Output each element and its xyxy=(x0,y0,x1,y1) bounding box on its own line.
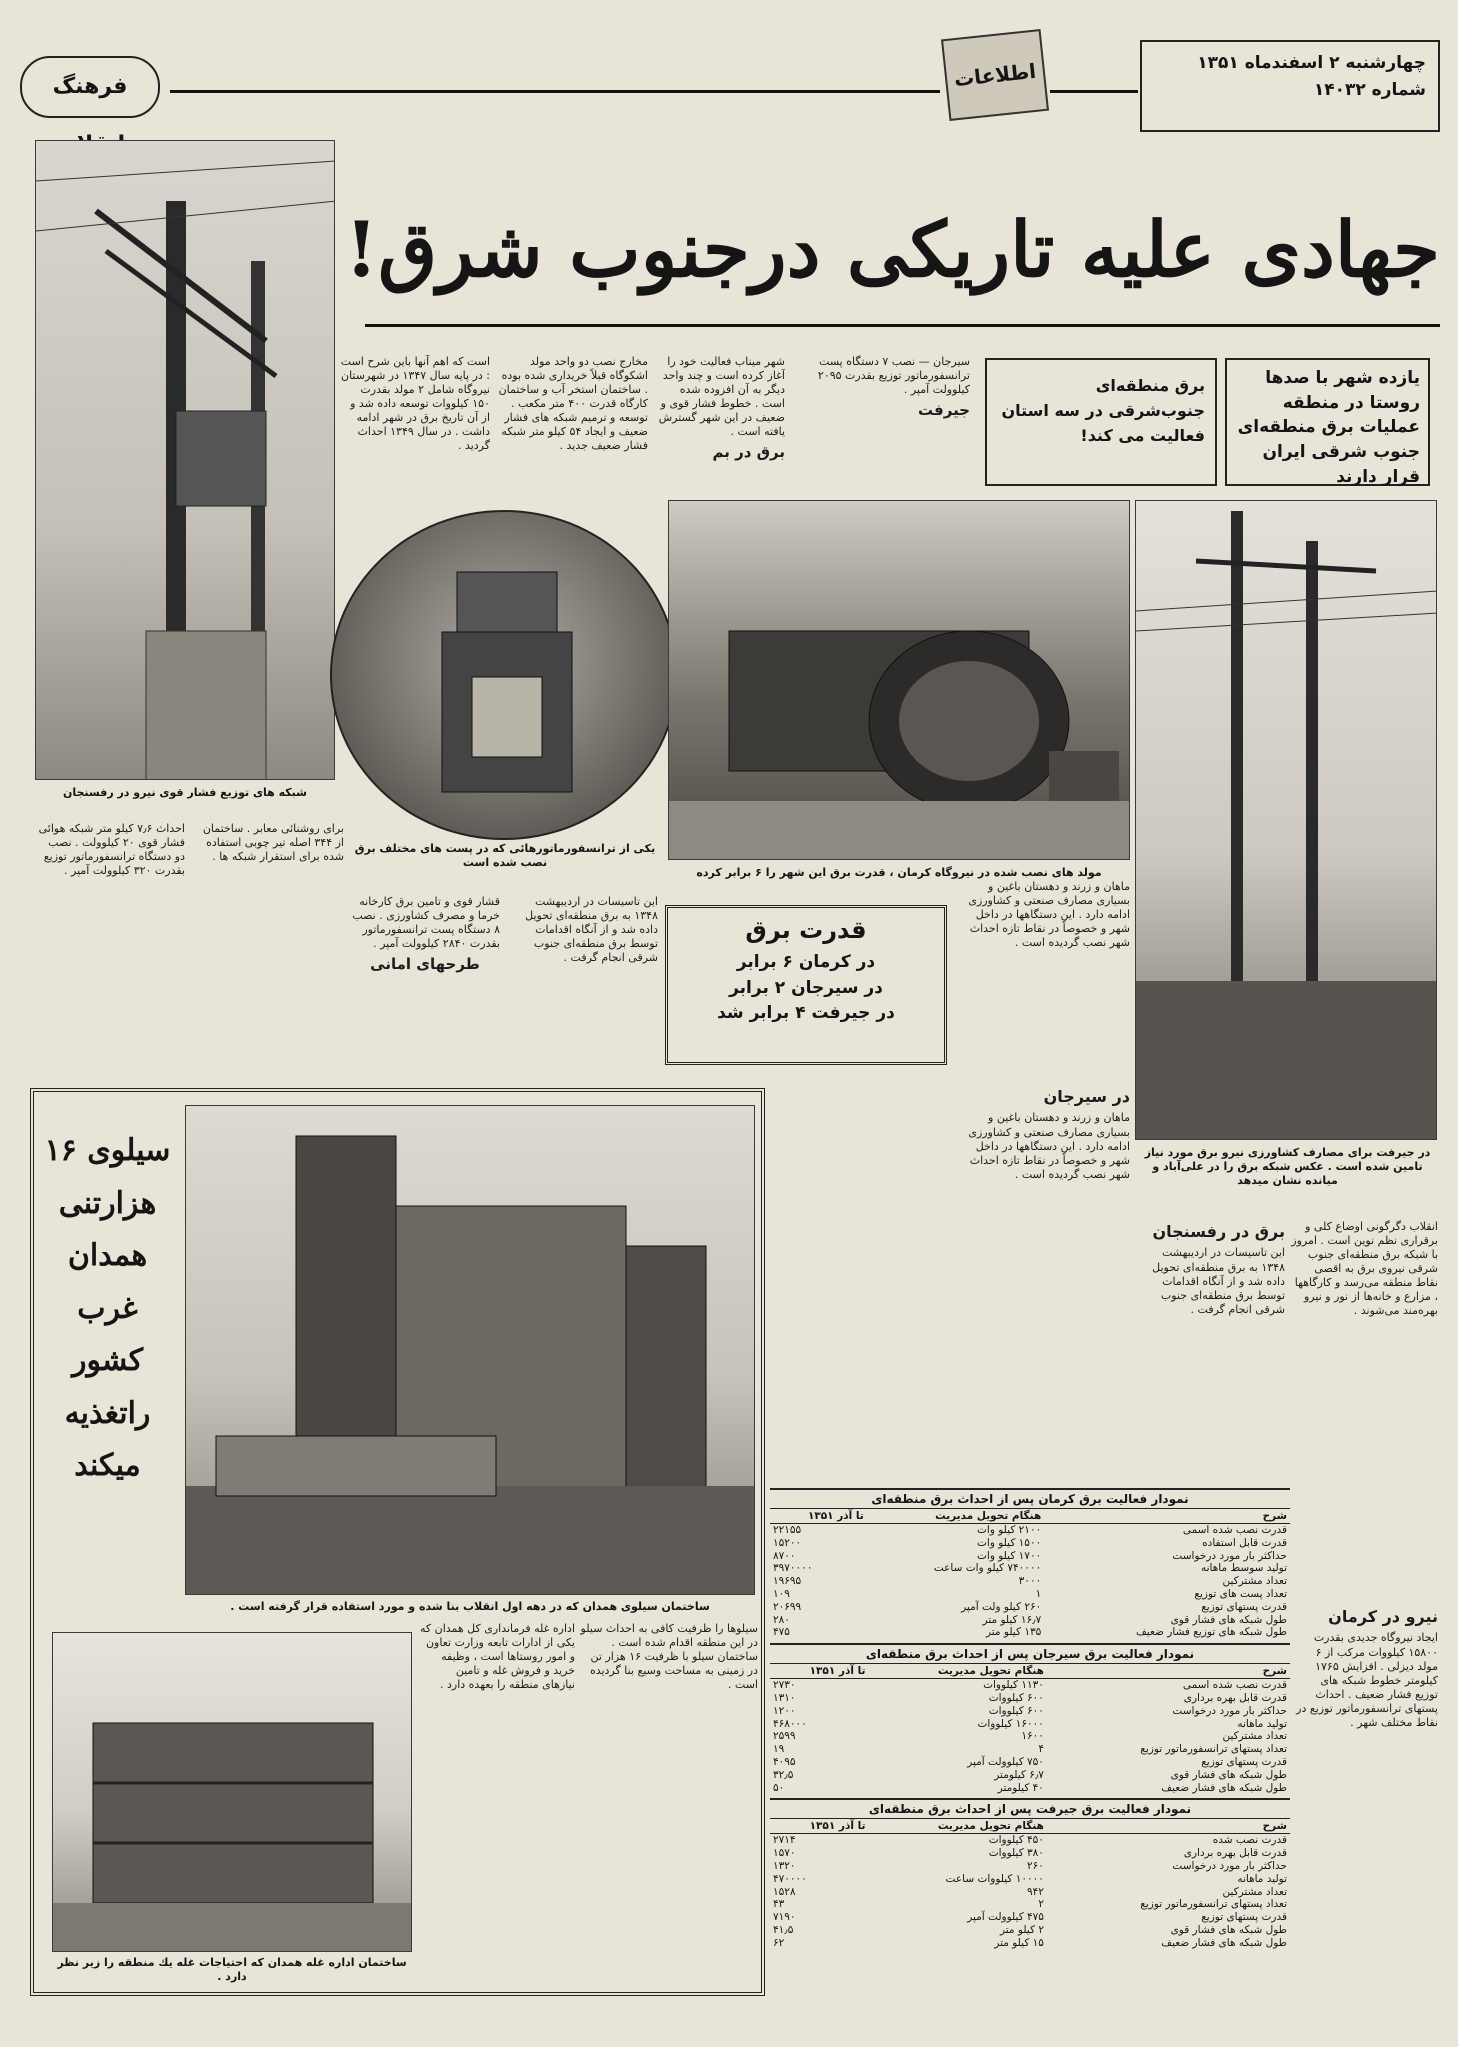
table-header-cell: تا آذر ۱۳۵۱ xyxy=(770,1819,868,1834)
table-cell: ۱۰۰۰۰ کیلووات ساعت xyxy=(945,1872,1044,1885)
table-row xyxy=(770,1575,1290,1588)
table-cell: ۴ xyxy=(1038,1743,1044,1756)
table-cell: ۴۰۹۵ xyxy=(773,1755,796,1768)
table-cell: ۲۶۰ کیلو ولت آمپر xyxy=(961,1600,1042,1613)
table-cell: طول شبکه های توزیع فشار ضعیف xyxy=(1135,1626,1287,1639)
quote-line-1: در کرمان ۶ برابر xyxy=(736,952,876,972)
issue-number: شماره ۱۴۰۳۲ xyxy=(1313,80,1426,101)
table-cell: ۱۶٫۷ کیلو متر xyxy=(982,1613,1042,1626)
column-mid-2: این تاسیسات در اردیبهشت ۱۳۴۸ به برق منطقه‌ای تحویل داده شد و از آنگاه اقدامات توسط برق منطقه‌ای جنوب شرقی انجام گرفت . xyxy=(525,895,658,965)
silo-title xyxy=(40,1125,175,1505)
table-cell: تعداد پست های توزیع xyxy=(1194,1587,1287,1600)
column-mid-1: ماهان و زرند و دهستان باغین و بسیاری مصارف صنعتی و کشاورزی ادامه دارد . این دستگاهها در داخل شهر و خصوصاً در نقاط تازه احداث شهر نصب گردیده است . xyxy=(968,880,1130,950)
column-top-2-text: سیرجان — نصب ۷ دستگاه پست ترانسفورماتور توزیع بقدرت ۲۰۹۵ کیلوولت آمپر . xyxy=(817,355,970,397)
table-cell: ۶۲ xyxy=(773,1936,785,1949)
section-label-text: فرهنگ xyxy=(52,74,128,99)
column-rafsanjan-text: این تاسیسات در اردیبهشت ۱۳۴۸ به برق منطقه‌ای تحویل داده شد و از آنگاه اقدامات توسط برق منطقه‌ای جنوب شرقی انجام گرفت . xyxy=(1152,1246,1285,1316)
column-mid-3-text: قشار قوی و تامین برق کارخانه خرما و مصرف کشاورزی . نصب ۸ دستگاه پست ترانسفورماتور بقدرت ۲۸۴۰ کیلوولت آمپر . xyxy=(352,895,500,951)
table-cell: ۷۱۹۰ xyxy=(773,1911,796,1924)
table-header-cell: هنگام تحویل مدیریت xyxy=(867,1509,1044,1524)
table-row xyxy=(770,1782,1290,1795)
table-cell: ۲۰۶۹۹ xyxy=(773,1600,802,1613)
table-cell: تعداد مشترکین xyxy=(1222,1575,1287,1588)
table-cell: تولید ماهانه xyxy=(1237,1872,1287,1885)
column-sirjan-text: ماهان و زرند و دهستان باغین و بسیاری مصارف صنعتی و کشاورزی ادامه دارد . این دستگاهها در داخل شهر و خصوصاً در نقاط تازه احداث شهر نصب گردیده است . xyxy=(968,1111,1130,1181)
table-cell: ۷۵۰ کیلوولت آمپر xyxy=(967,1755,1044,1768)
power-quote-box xyxy=(665,905,947,1065)
pole-photo-left xyxy=(35,140,335,780)
transformer-photo xyxy=(330,510,678,840)
column-rafsanjan xyxy=(1135,1220,1285,1520)
table-cell: ۸۷۰۰ xyxy=(773,1549,796,1562)
table-cell: قدرت قابل بهره برداری xyxy=(1183,1691,1287,1704)
subhead-kerman: نیرو در کرمان xyxy=(1328,1607,1438,1626)
table-cell: ۶۰۰ کیلووات xyxy=(988,1704,1044,1717)
table-cell: ۴۰ کیلومتر xyxy=(997,1781,1044,1794)
column-top-4: است که اهم آنها باین شرح است : در پایه سال ۱۳۴۷ در شهرستان نیروگاه شامل ۲ مولد بقدرت ۱۵۰ کیلووات توسعه داده شد و از آن تاریخ برق در شهر ادامه داشت . در سال ۱۳۴۹ احداث گردید . xyxy=(340,355,490,453)
office-caption: ساختمان اداره غله همدان که احتیاجات غله یك منطقه را زیر نظر دارد . xyxy=(57,1956,407,1983)
table-cell: ۱۵۲۰۰ xyxy=(773,1536,802,1549)
column-kerman xyxy=(1295,1605,1438,2045)
table-cell: ۱ xyxy=(1035,1587,1042,1600)
table-cell: قدرت پستهای توزیع xyxy=(1201,1911,1287,1924)
column-mid-3 xyxy=(350,895,500,1080)
subhead-rafsanjan: برق در رفسنجان xyxy=(1152,1222,1285,1241)
table-cell: ۱۵ کیلو متر xyxy=(994,1936,1044,1949)
table-row xyxy=(770,1860,1290,1873)
subhead-jiroft: جیرفت xyxy=(918,401,970,420)
table-cell: ۴۵۰ کیلووات xyxy=(988,1834,1044,1847)
section-label xyxy=(20,56,160,118)
column-mid-4: برای روشنائی معابر . ساختمان از ۳۴۴ اصله تیر چوبی استفاده شده برای استقرار شبکه ها . xyxy=(202,822,344,864)
table-cell: طول شبکه های فشار ضعیف xyxy=(1161,1781,1287,1794)
table-header-cell: تا آذر ۱۳۵۱ xyxy=(770,1509,867,1524)
table-row xyxy=(770,1601,1290,1614)
table-cell: تعداد مشترکین xyxy=(1222,1885,1287,1898)
table-row xyxy=(770,1886,1290,1899)
column-top-2 xyxy=(790,355,970,515)
table-row xyxy=(770,1834,1290,1847)
quote-line-3: در جیرفت ۴ برابر شد xyxy=(717,1003,895,1023)
subhead-bam: برق در بم xyxy=(712,443,785,462)
table-cell: ۳۹۷۰۰۰۰ xyxy=(773,1562,813,1575)
pole-left-caption: شبکه های توزیع فشار قوی نیرو در رفسنجان xyxy=(62,786,307,799)
table-row xyxy=(770,1847,1290,1860)
silo-illustration xyxy=(186,1106,755,1595)
table-cell: ۱۲۰۰ xyxy=(773,1704,796,1717)
box-provinces-text: برق منطقه‌ای جنوب‌شرقی در سه استان فعالیت می کند! xyxy=(1001,376,1205,445)
table-cell: ۴۱٫۵ xyxy=(773,1923,794,1936)
table-cell: ۷۴۰۰۰۰ کیلو وات ساعت xyxy=(933,1562,1042,1575)
stats-tables xyxy=(770,1488,1290,2043)
table-cell: ۲۸۰ xyxy=(773,1613,790,1626)
table-header-cell: شرح xyxy=(1047,1664,1290,1679)
column-mid-5: احداث ۷٫۶ کیلو متر شبکه هوائی فشار قوی ۲۰ کیلوولت . نصب دو دستگاه ترانسفورماتور توزیع بقدرت ۳۲۰ کیلوولت آمپر . xyxy=(38,822,185,878)
table-row xyxy=(770,1730,1290,1743)
table-cell: ۱۳۵ کیلو متر xyxy=(985,1626,1042,1639)
table-row xyxy=(770,1692,1290,1705)
silo-title-line-2: هزارتنی xyxy=(58,1185,157,1221)
table-header-row xyxy=(770,1664,1290,1679)
table-cell: ۶۰۰ کیلووات xyxy=(988,1691,1044,1704)
table-cell: ۱۵۰۰ کیلو وات xyxy=(977,1536,1042,1549)
table-cell: ۲۷۱۴ xyxy=(773,1834,796,1847)
column-kerman-text: ایجاد نیروگاه جدیدی بقدرت ۱۵۸۰۰ کیلووات مرکب از ۶ مولد دیزلی . افزایش ۱۷۶۵ کیلومتر خطوط شبکه های توزیع فشار ضعیف . احداث پستهای ترانسفورماتور توزیع در نقاط مختلف شهر . xyxy=(1296,1631,1438,1729)
masthead-rule-left xyxy=(170,90,940,93)
stats-table-title: نمودار فعالیت برق کرمان پس از احداث برق منطقه‌ای xyxy=(770,1488,1290,1508)
table-header-cell: تا آذر ۱۳۵۱ xyxy=(770,1664,868,1679)
table-header-cell: هنگام تحویل مدیریت xyxy=(868,1819,1046,1834)
column-sirjan xyxy=(955,1085,1130,1485)
table-cell: ۴۷۵ کیلوولت آمپر xyxy=(967,1911,1044,1924)
subhead-sirjan: در سیرجان xyxy=(1043,1087,1130,1106)
stats-table-title: نمودار فعالیت برق سیرجان پس از احداث برق منطقه‌ای xyxy=(770,1643,1290,1663)
table-row xyxy=(770,1588,1290,1601)
transformer-illustration xyxy=(332,512,678,840)
silo-title-line-1: سیلوی ۱۶ xyxy=(44,1133,171,1168)
subhead-plans: طرحهای امانی xyxy=(370,955,480,974)
logo-text: اطلاعات xyxy=(952,58,1038,92)
table-cell: ۱۹۶۹۵ xyxy=(773,1575,802,1588)
table-cell: ۱۰۹ xyxy=(773,1587,790,1600)
stats-table-1 xyxy=(770,1488,1290,1639)
table-row xyxy=(770,1743,1290,1756)
table-row xyxy=(770,1614,1290,1627)
silo-caption: ساختمان سیلوی همدان که در دهه اول انقلاب بنا شده و مورد استفاده قرار گرفته است . xyxy=(230,1600,710,1613)
table-cell: ۱۹ xyxy=(773,1743,785,1756)
table-header-row xyxy=(770,1819,1290,1834)
table-cell: تعداد پستهای ترانسفورماتور توزیع xyxy=(1140,1743,1287,1756)
table-cell: ۲۵۹۹ xyxy=(773,1730,796,1743)
table-cell: تولید ماهانه xyxy=(1237,1717,1287,1730)
generator-illustration xyxy=(669,501,1130,860)
box-cities xyxy=(1225,358,1430,486)
table-cell: قدرت پستهای توزیع xyxy=(1201,1755,1287,1768)
table-cell: ۳۸۰ کیلووات xyxy=(988,1847,1044,1860)
table-cell: ۲۱۰۰ کیلو وات xyxy=(977,1524,1042,1536)
box-provinces xyxy=(985,358,1217,486)
box-cities-text: یازده شهر با صدها روستا در منطقه عملیات برق منطقه‌ای جنوب شرقی ایران قرار دارند xyxy=(1237,368,1420,487)
column-bottom-1: اداره غله فرمانداری کل همدان که یکی از ادارات تابعه وزارت تعاون و امور روستاها است ، وظیفه خرید و فروش غله و تامین نیازهای منطقه را بعهده دارد . xyxy=(420,1622,575,1692)
power-pole-illustration xyxy=(36,141,335,780)
table-cell: ۴۷۵ xyxy=(773,1626,790,1639)
table-cell: ۱۵۲۸ xyxy=(773,1885,796,1898)
table-row xyxy=(770,1537,1290,1550)
pole-right-caption: در جیرفت برای مصارف کشاورزی نیرو برق مورد نیاز تامین شده است . عکس شبکه برق را در علی‌آباد و میانده نشان میدهد xyxy=(1144,1146,1431,1187)
table-cell: ۲ xyxy=(1038,1898,1044,1911)
table-cell: طول شبکه های فشار ضعیف xyxy=(1161,1936,1287,1949)
table-row xyxy=(770,1898,1290,1911)
table-cell: تعداد پستهای ترانسفورماتور توزیع xyxy=(1140,1898,1287,1911)
table-cell: ۶٫۷ کیلومتر xyxy=(994,1768,1044,1781)
table-row xyxy=(770,1769,1290,1782)
table-cell: ۲۲۱۵۵ xyxy=(773,1524,802,1536)
issue-date: چهارشنبه ۲ اسفندماه ۱۳۵۱ xyxy=(1197,53,1426,73)
table-cell: ۱۶۰۰۰ کیلووات xyxy=(977,1717,1044,1730)
table-cell: حداکثر بار مورد درخواست xyxy=(1172,1549,1287,1562)
table-cell: طول شبکه های فشار قوی xyxy=(1170,1613,1287,1626)
table-cell: ۲ کیلو متر xyxy=(999,1923,1044,1936)
pole-photo-right xyxy=(1135,500,1437,1140)
table-cell: ۱۵۷۰ xyxy=(773,1847,796,1860)
table-cell: طول شبکه های فشار قوی xyxy=(1170,1923,1287,1936)
table-row xyxy=(770,1718,1290,1731)
generator-photo xyxy=(668,500,1130,860)
headline xyxy=(345,190,1440,320)
silo-photo xyxy=(185,1105,755,1595)
table-cell: ۱۷۰۰ کیلو وات xyxy=(977,1549,1042,1562)
table-cell: ۴۶۸۰۰۰ xyxy=(773,1717,807,1730)
table-row xyxy=(770,1626,1290,1639)
table-cell: ۱۱۳۰ کیلووات xyxy=(983,1679,1044,1692)
table-cell: ۲۶۰ xyxy=(1027,1859,1044,1872)
table-row xyxy=(770,1562,1290,1575)
table-cell: ۳۲٫۵ xyxy=(773,1768,794,1781)
quote-title: قدرت برق xyxy=(745,916,867,944)
table-row xyxy=(770,1550,1290,1563)
table-cell: ۴۳ xyxy=(773,1898,785,1911)
table-cell: قدرت قابل استفاده xyxy=(1202,1536,1287,1549)
table-cell: قدرت نصب شده xyxy=(1212,1834,1287,1847)
table-cell: حداکثر بار مورد درخواست xyxy=(1172,1859,1287,1872)
column-top-1 xyxy=(655,355,785,515)
stats-table-3 xyxy=(770,1798,1290,1949)
table-cell: ۵۰ xyxy=(773,1781,785,1794)
table-row xyxy=(770,1679,1290,1692)
stats-table-grid xyxy=(770,1508,1290,1639)
quote-line-2: در سیرجان ۲ برابر xyxy=(729,977,883,998)
column-right: انقلاب دگرگونی اوضاع کلی و برقراری نظم نوین است . امروز با شبکه برق منطقه‌ای جنوب شرقی نیروی برق به اقصی نقاط منطقه می‌رسد و کارگاهها ، مزارع و خانه‌ها از نور و نیرو بهره‌مند می‌شوند . xyxy=(1291,1220,1438,1318)
table-cell: قدرت نصب شده اسمی xyxy=(1182,1524,1287,1536)
table-row xyxy=(770,1873,1290,1886)
column-top-1-text: شهر میناب فعالیت خود را آغاز کرده است و چند واحد دیگر به آن افزوده شده است . خطوط فشار قوی و ضعیف در این شهر گسترش یافته است . xyxy=(658,355,785,439)
stats-table-2 xyxy=(770,1643,1290,1794)
table-cell: حداکثر بار مورد درخواست xyxy=(1172,1704,1287,1717)
grain-office-photo xyxy=(52,1632,412,1952)
table-cell: ۳۰۰۰ xyxy=(1018,1575,1042,1588)
column-bottom-2: سیلوها را ظرفیت کافی به احداث سیلو در این منطقه اقدام شده است . ساختمان سیلو با ظرفیت ۱۶ هزار تن در زمینی به مساحت وسیع بنا گردیده است . xyxy=(580,1622,758,1692)
table-cell: ۹۴۲ xyxy=(1027,1885,1044,1898)
table-row xyxy=(770,1937,1290,1950)
headline-text: جهادی علیه تاریکی درجنوب شرق! xyxy=(344,205,1440,294)
table-cell: ۱۳۲۰ xyxy=(773,1859,796,1872)
table-header-cell: شرح xyxy=(1047,1819,1290,1834)
office-building-illustration xyxy=(53,1633,412,1952)
table-row xyxy=(770,1756,1290,1769)
table-cell: طول شبکه های فشار قوی xyxy=(1170,1768,1287,1781)
table-cell: ۱۶۰۰ xyxy=(1021,1730,1044,1743)
table-row xyxy=(770,1524,1290,1537)
table-row xyxy=(770,1911,1290,1924)
power-line-illustration xyxy=(1136,501,1437,1140)
masthead-rule-right xyxy=(1050,90,1138,93)
table-header-cell: هنگام تحویل مدیریت xyxy=(868,1664,1046,1679)
table-cell: ۴۷۰۰۰۰ xyxy=(773,1872,807,1885)
table-cell: قدرت قابل بهره برداری xyxy=(1183,1847,1287,1860)
column-top-3: مخارج نصب دو واحد مولد اشکوگاه قبلاً خریداری شده بوده . ساختمان استخر آب و ساختمان کارگاه قدرت ۴۰۰ متر مکعب . توسعه و ترمیم شبکه های فشار ضعیف و ایجاد ۵۴ کیلو متر شبکه فشار ضعیف جدید . xyxy=(498,355,648,453)
table-cell: تعداد مشترکین xyxy=(1222,1730,1287,1743)
table-cell: ۱۳۱۰ xyxy=(773,1691,796,1704)
silo-title-line-4: غرب کشور xyxy=(71,1290,144,1378)
date-box xyxy=(1140,40,1440,132)
stats-table-grid xyxy=(770,1663,1290,1794)
masthead xyxy=(20,28,1440,138)
table-row xyxy=(770,1705,1290,1718)
silo-title-line-5: راتغذیه میکند xyxy=(64,1395,151,1483)
table-cell: ۲۷۳۰ xyxy=(773,1679,796,1692)
newspaper-logo xyxy=(941,29,1049,121)
transformer-caption: یکی از ترانسفورماتورهائی که در پست های مختلف برق نصب شده است xyxy=(354,842,656,869)
table-cell: تولید سوسط ماهانه xyxy=(1201,1562,1287,1575)
headline-rule xyxy=(365,324,1440,327)
table-header-cell: شرح xyxy=(1044,1509,1290,1524)
stats-table-title: نمودار فعالیت برق جیرفت پس از احداث برق منطقه‌ای xyxy=(770,1798,1290,1818)
generator-caption: مولد های نصب شده در نیروگاه کرمان ، قدرت برق این شهر را ۶ برابر کرده xyxy=(696,866,1102,879)
stats-table-grid xyxy=(770,1818,1290,1949)
silo-title-line-3: همدان xyxy=(67,1238,148,1273)
table-cell: قدرت پستهای توزیع xyxy=(1201,1600,1287,1613)
table-header-row xyxy=(770,1509,1290,1524)
table-cell: قدرت نصب شده اسمی xyxy=(1182,1679,1287,1692)
table-row xyxy=(770,1924,1290,1937)
